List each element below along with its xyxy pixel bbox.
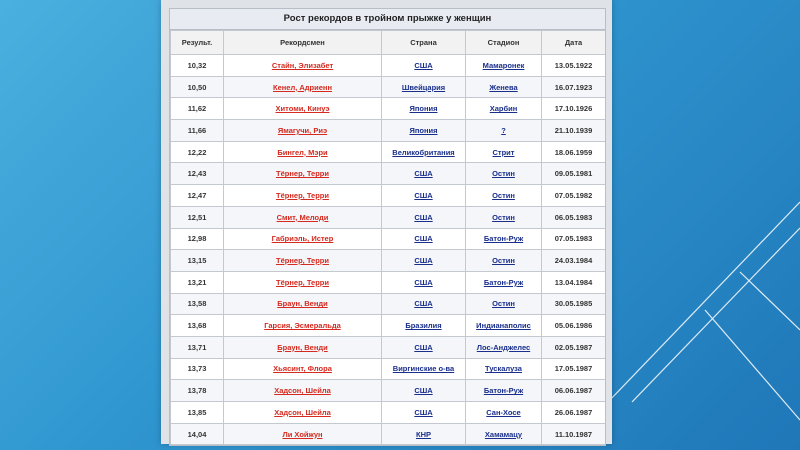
- athlete-link[interactable]: Тёрнер, Терри: [224, 185, 382, 207]
- athlete-link[interactable]: Тёрнер, Терри: [224, 250, 382, 272]
- country-link[interactable]: США: [382, 402, 466, 424]
- records-table: [170, 30, 606, 445]
- athlete-link[interactable]: Тёрнер, Терри: [224, 163, 382, 185]
- athlete-link[interactable]: Хитоми, Кинуэ: [224, 98, 382, 120]
- result-cell: 12,22: [171, 141, 224, 163]
- country-link[interactable]: Бразилия: [382, 315, 466, 337]
- stadium-link[interactable]: Индианаполис: [466, 315, 542, 337]
- result-cell: 13,73: [171, 358, 224, 380]
- table-row: [171, 271, 606, 293]
- table-row: [171, 250, 606, 272]
- result-cell: 12,98: [171, 228, 224, 250]
- result-cell: 14,04: [171, 423, 224, 445]
- country-link[interactable]: США: [382, 336, 466, 358]
- athlete-link[interactable]: Хьясинт, Флора: [224, 358, 382, 380]
- stadium-link[interactable]: Стрит: [466, 141, 542, 163]
- stadium-link[interactable]: Мамаронек: [466, 55, 542, 77]
- athlete-link[interactable]: Ямагучи, Риэ: [224, 120, 382, 142]
- country-link[interactable]: США: [382, 55, 466, 77]
- header-result: Результ.: [171, 31, 224, 55]
- stadium-link[interactable]: Остин: [466, 293, 542, 315]
- stadium-link[interactable]: Лос-Анджелес: [466, 336, 542, 358]
- result-cell: 11,66: [171, 120, 224, 142]
- header-country: Страна: [382, 31, 466, 55]
- date-cell: 18.06.1959: [542, 141, 606, 163]
- records-table-frame: [169, 8, 606, 446]
- country-link[interactable]: США: [382, 250, 466, 272]
- result-cell: 13,78: [171, 380, 224, 402]
- table-row: [171, 98, 606, 120]
- stadium-link[interactable]: Остин: [466, 185, 542, 207]
- date-cell: 06.06.1987: [542, 380, 606, 402]
- country-link[interactable]: Япония: [382, 120, 466, 142]
- result-cell: 12,51: [171, 206, 224, 228]
- athlete-link[interactable]: Ли Хойжун: [224, 423, 382, 445]
- table-row: [171, 380, 606, 402]
- country-link[interactable]: США: [382, 163, 466, 185]
- result-cell: 10,50: [171, 76, 224, 98]
- athlete-link[interactable]: Габриэль, Истер: [224, 228, 382, 250]
- table-row: [171, 358, 606, 380]
- country-link[interactable]: Виргинские о-ва: [382, 358, 466, 380]
- stadium-link[interactable]: Батон-Руж: [466, 271, 542, 293]
- header-date: Дата: [542, 31, 606, 55]
- country-link[interactable]: КНР: [382, 423, 466, 445]
- country-link[interactable]: США: [382, 271, 466, 293]
- table-title: Рост рекордов в тройном прыжке у женщин: [170, 9, 605, 30]
- table-row: [171, 315, 606, 337]
- date-cell: 13.05.1922: [542, 55, 606, 77]
- table-row: [171, 55, 606, 77]
- table-row: [171, 163, 606, 185]
- stadium-link[interactable]: Тускалуза: [466, 358, 542, 380]
- date-cell: 17.05.1987: [542, 358, 606, 380]
- country-link[interactable]: США: [382, 206, 466, 228]
- date-cell: 16.07.1923: [542, 76, 606, 98]
- result-cell: 13,68: [171, 315, 224, 337]
- athlete-link[interactable]: Кенел, Адриенн: [224, 76, 382, 98]
- date-cell: 13.04.1984: [542, 271, 606, 293]
- athlete-link[interactable]: Хадсон, Шейла: [224, 380, 382, 402]
- table-row: [171, 293, 606, 315]
- date-cell: 07.05.1982: [542, 185, 606, 207]
- table-row: [171, 402, 606, 424]
- athlete-link[interactable]: Тёрнер, Терри: [224, 271, 382, 293]
- athlete-link[interactable]: Браун, Венди: [224, 336, 382, 358]
- table-row: [171, 185, 606, 207]
- stadium-link[interactable]: Сан-Хосе: [466, 402, 542, 424]
- header-row: [171, 31, 606, 55]
- stadium-link[interactable]: ?: [466, 120, 542, 142]
- date-cell: 06.05.1983: [542, 206, 606, 228]
- date-cell: 24.03.1984: [542, 250, 606, 272]
- result-cell: 13,15: [171, 250, 224, 272]
- date-cell: 17.10.1926: [542, 98, 606, 120]
- athlete-link[interactable]: Смит, Мелоди: [224, 206, 382, 228]
- table-row: [171, 423, 606, 445]
- country-link[interactable]: США: [382, 228, 466, 250]
- table-row: [171, 76, 606, 98]
- result-cell: 13,58: [171, 293, 224, 315]
- table-row: [171, 228, 606, 250]
- date-cell: 05.06.1986: [542, 315, 606, 337]
- athlete-link[interactable]: Хадсон, Шейла: [224, 402, 382, 424]
- table-row: [171, 336, 606, 358]
- stadium-link[interactable]: Остин: [466, 250, 542, 272]
- date-cell: 02.05.1987: [542, 336, 606, 358]
- athlete-link[interactable]: Стайн, Элизабет: [224, 55, 382, 77]
- stadium-link[interactable]: Остин: [466, 206, 542, 228]
- athlete-link[interactable]: Браун, Венди: [224, 293, 382, 315]
- date-cell: 21.10.1939: [542, 120, 606, 142]
- table-row: [171, 206, 606, 228]
- athlete-link[interactable]: Бингел, Мэри: [224, 141, 382, 163]
- date-cell: 07.05.1983: [542, 228, 606, 250]
- country-link[interactable]: США: [382, 293, 466, 315]
- stadium-link[interactable]: Батон-Руж: [466, 380, 542, 402]
- country-link[interactable]: США: [382, 380, 466, 402]
- header-stadium: Стадион: [466, 31, 542, 55]
- country-link[interactable]: Швейцария: [382, 76, 466, 98]
- table-row: [171, 120, 606, 142]
- result-cell: 13,85: [171, 402, 224, 424]
- result-cell: 12,47: [171, 185, 224, 207]
- country-link[interactable]: Великобритания: [382, 141, 466, 163]
- stadium-link[interactable]: Остин: [466, 163, 542, 185]
- table-image: [161, 0, 612, 444]
- stadium-link[interactable]: Хамамацу: [466, 423, 542, 445]
- athlete-link[interactable]: Гарсия, Эсмеральда: [224, 315, 382, 337]
- stadium-link[interactable]: Батон-Руж: [466, 228, 542, 250]
- header-athlete: Рекордсмен: [224, 31, 382, 55]
- country-link[interactable]: Япония: [382, 98, 466, 120]
- date-cell: 30.05.1985: [542, 293, 606, 315]
- date-cell: 09.05.1981: [542, 163, 606, 185]
- table-row: [171, 141, 606, 163]
- result-cell: 10,32: [171, 55, 224, 77]
- country-link[interactable]: США: [382, 185, 466, 207]
- date-cell: 26.06.1987: [542, 402, 606, 424]
- stadium-link[interactable]: Харбин: [466, 98, 542, 120]
- result-cell: 13,21: [171, 271, 224, 293]
- stadium-link[interactable]: Женева: [466, 76, 542, 98]
- result-cell: 12,43: [171, 163, 224, 185]
- result-cell: 13,71: [171, 336, 224, 358]
- result-cell: 11,62: [171, 98, 224, 120]
- date-cell: 11.10.1987: [542, 423, 606, 445]
